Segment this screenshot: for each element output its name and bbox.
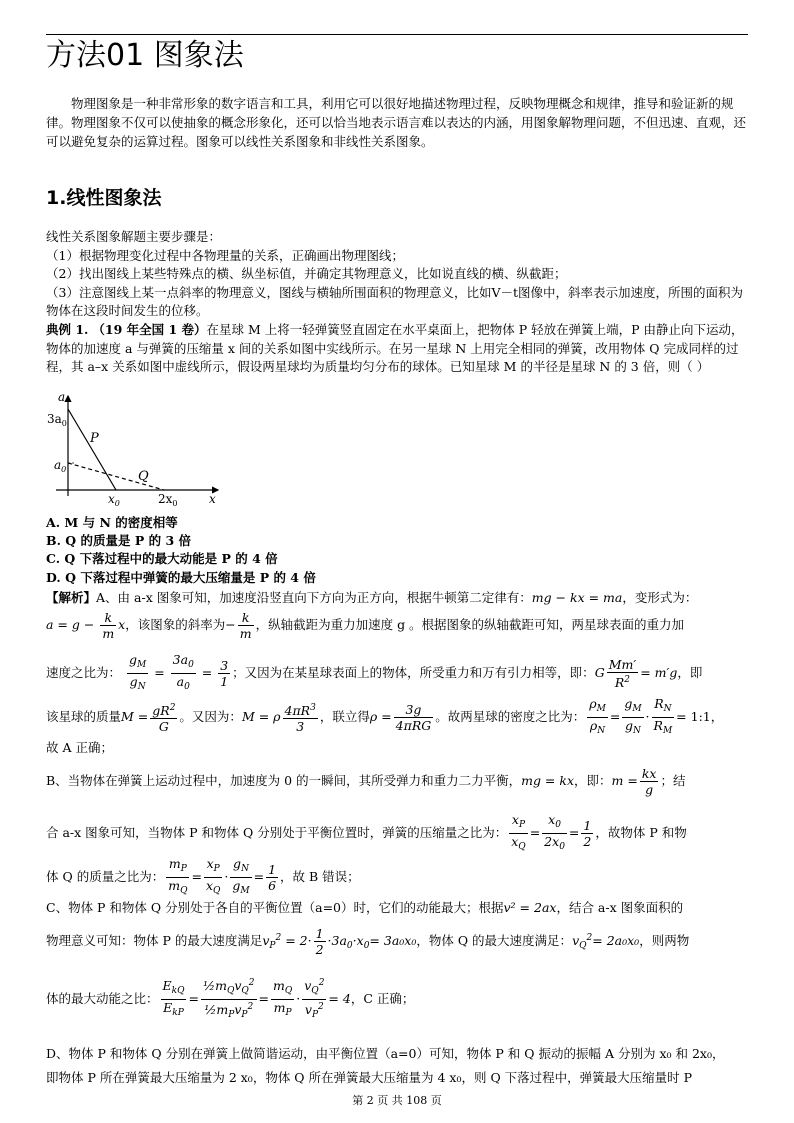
line-p-label: P [90, 431, 99, 446]
analysis-line-1: 【解析】A、由 a-x 图象可知，加速度沿竖直向下方向为正方向，根据牛顿第二定律有：mg − kx = ma，变形式为： [46, 590, 698, 605]
fraction-gm-gn: $\frac{g_M}{g_N}$ [129, 652, 147, 692]
example-problem [46, 321, 752, 377]
example-text: 在星球 M 上将一轻弹簧竖直固定在水平桌面上，把物体 P 轻放在弹簧上端，P 由静止向下运动，物体的加速度 a 与弹簧的压缩量 x 间的关系如图中实线所示。在另一星球 N 上用完全相同的弹簧，改用物体 Q 完成同样的过程，其 a–x 关系如图中虚线所示，假设两星球均为质量均匀分布的球体。已知星球 M 的半径是星球 N 的 3 倍，则（ ） [46, 322, 744, 375]
example-label: 典例 1. [46, 322, 89, 337]
step-3: （3）注意图线上某一点斜率的物理意义，图线与横轴所围面积的物理意义，比如V－t图像中，斜率表示加速度，所围的面积为物体在这段时间发生的位移。 [46, 284, 744, 319]
y-tick-3a0: $3a_0$ [47, 412, 67, 428]
analysis-line-10: 物理意义可知：物体 P 的最大速度满足$v_P^2 = 2\cdot$ $\frac{1}{2}$ $\cdot 3a_0\cdot x_0= 3a_0x_0$，物体 Q 的最大速度满足：$v_Q^2= 2a_0x_0$，则两物 [46, 926, 690, 957]
analysis-line-6: B、当物体在弹簧上运动过程中，加速度为 0 的一瞬间，其所受弹力和重力二力平衡，mg = kx，即：m = $\frac{kx}{g}$ ；结 [46, 766, 686, 797]
y-axis-label: a [58, 392, 66, 404]
header-rule [46, 34, 748, 35]
analysis-line-2: a = g − $\frac{k}{m}$ x，该图象的斜率为− $\frac{k}{m}$ ，纵轴截距为重力加速度 g 。根据图象的纵轴截距可知，两星球表面的重力加 [46, 610, 685, 641]
line-q-label: Q [138, 469, 149, 484]
analysis-label: 【解析】 [46, 590, 97, 605]
option-d: D. Q 下落过程中弹簧的最大压缩量是 P 的 4 倍 [46, 569, 316, 585]
steps-intro: 线性关系图象解题主要步骤是： [46, 229, 222, 244]
y-tick-a0: $a_0$ [54, 458, 67, 474]
line-p [68, 409, 116, 490]
option-b: B. Q 的质量是 P 的 3 倍 [46, 533, 192, 549]
steps-list [46, 228, 752, 321]
analysis-line-5: 故 A 正确； [46, 740, 113, 755]
step-2: （2）找出图线上某些特殊点的横、纵坐标值，并确定其物理意义，比如说直线的横、纵截距； [46, 266, 567, 282]
step-1: （1）根据物理变化过程中各物理量的关系，正确画出物理图线； [46, 247, 404, 263]
fraction-gravity: $\frac{Mm'}{R^2}$ [608, 657, 637, 690]
a-x-graph [46, 392, 226, 510]
fraction-slope: $\frac{k}{m}$ [239, 610, 252, 641]
fraction-k-over-m: $\frac{k}{m}$ [102, 610, 115, 641]
page-footer: 第 2 页 共 108 页 [352, 1094, 442, 1107]
answer-options [46, 514, 316, 587]
analysis-line-9: C、物体 P 和物体 Q 分别处于各自的平衡位置（a=0）时，它们的动能最大；根据v² = 2ax，结合 a-x 图象面积的 [46, 900, 684, 915]
intro-paragraph: 物理图象是一种非常形象的数字语言和工具，利用它可以很好地描述物理过程，反映物理概念和规律，推导和验证新的规律。物理图象不仅可以使抽象的概念形象化，还可以恰当地表示语言难以表达的内涵，用图象解物理问题，不但迅速、直观，还可以避免复杂的运算过程。图象可以线性关系图象和非线性关系图象。 [46, 96, 747, 149]
analysis-line-8: 体 Q 的质量之比为： $\frac{m_P}{m_Q}$ = $\frac{x_P}{x_Q}$ · $\frac{g_N}{g_M}$ = $\frac{1}{6}$ ，故 B 错误； [46, 856, 360, 896]
analysis-line-3: 速度之比为： $\frac{g_M}{g_N}$ = $\frac{3a_0}{a_0}$ = $\frac{3}{1}$ ；又因为在某星球表面上的物体，所受重力和万有引力相等，即：G $\frac{Mm'}{R^2}$ = m′g，即 [46, 652, 752, 695]
line-q [68, 463, 164, 490]
option-a: A. M 与 N 的密度相等 [46, 515, 178, 530]
example-source: （19 年全国 1 卷） [92, 322, 207, 337]
chapter-title: 方法01 图象法 [46, 38, 244, 73]
option-c: C. Q 下落过程中的最大动能是 P 的 4 倍 [46, 551, 278, 567]
analysis-line-12: D、物体 P 和物体 Q 分别在弹簧上做简谐运动，由平衡位置（a=0）可知，物体 P 和 Q 振动的振幅 A 分别为 x₀ 和 2x₀， [46, 1046, 725, 1061]
analysis-line-4: 该星球的质量M = $\frac{gR^2}{G}$ 。又因为：M = ρ $\frac{4\pi R^3}{3}$ ，联立得ρ = $\frac{3g}{\text{4πRG}}$ 。故两星球的密度之比为： $\frac{\rho_M}{\rho_N}$ = $\frac{g_M}{g_N}$ · $\frac{R_N}{R_M}$ = 1:1， [46, 696, 724, 736]
analysis-line-7: 合 a-x 图象可知，当物体 P 和物体 Q 分别处于平衡位置时，弹簧的压缩量之比为： $\frac{x_P}{x_Q}$ = $\frac{x_0}{2x_0}$ = $\frac{1}{2}$ ，故物体 P 和物 [46, 812, 687, 852]
analysis-line-11: 体的最大动能之比： $\frac{E_{kQ}}{E_{kP}}$ = $\frac{\frac{1}{2}m_Qv_Q^2}{\frac{1}{2}m_Pv_P^2}$ = $\frac{m_Q}{m_P}$ · $\frac{v_Q^2}{v_P^2}$ = 4，C 正确； [46, 978, 415, 1020]
section-heading: 1.线性图象法 [46, 187, 162, 209]
analysis-line-13: 即物体 P 所在弹簧最大压缩量为 2 x₀，物体 Q 所在弹簧最大压缩量为 4 x₀，则 Q 下落过程中，弹簧最大压缩量时 P [46, 1070, 693, 1085]
x-tick-2x0: $2x_0$ [158, 492, 178, 508]
x-tick-x0: $x_0$ [108, 492, 120, 508]
x-axis-label: x [209, 492, 216, 506]
